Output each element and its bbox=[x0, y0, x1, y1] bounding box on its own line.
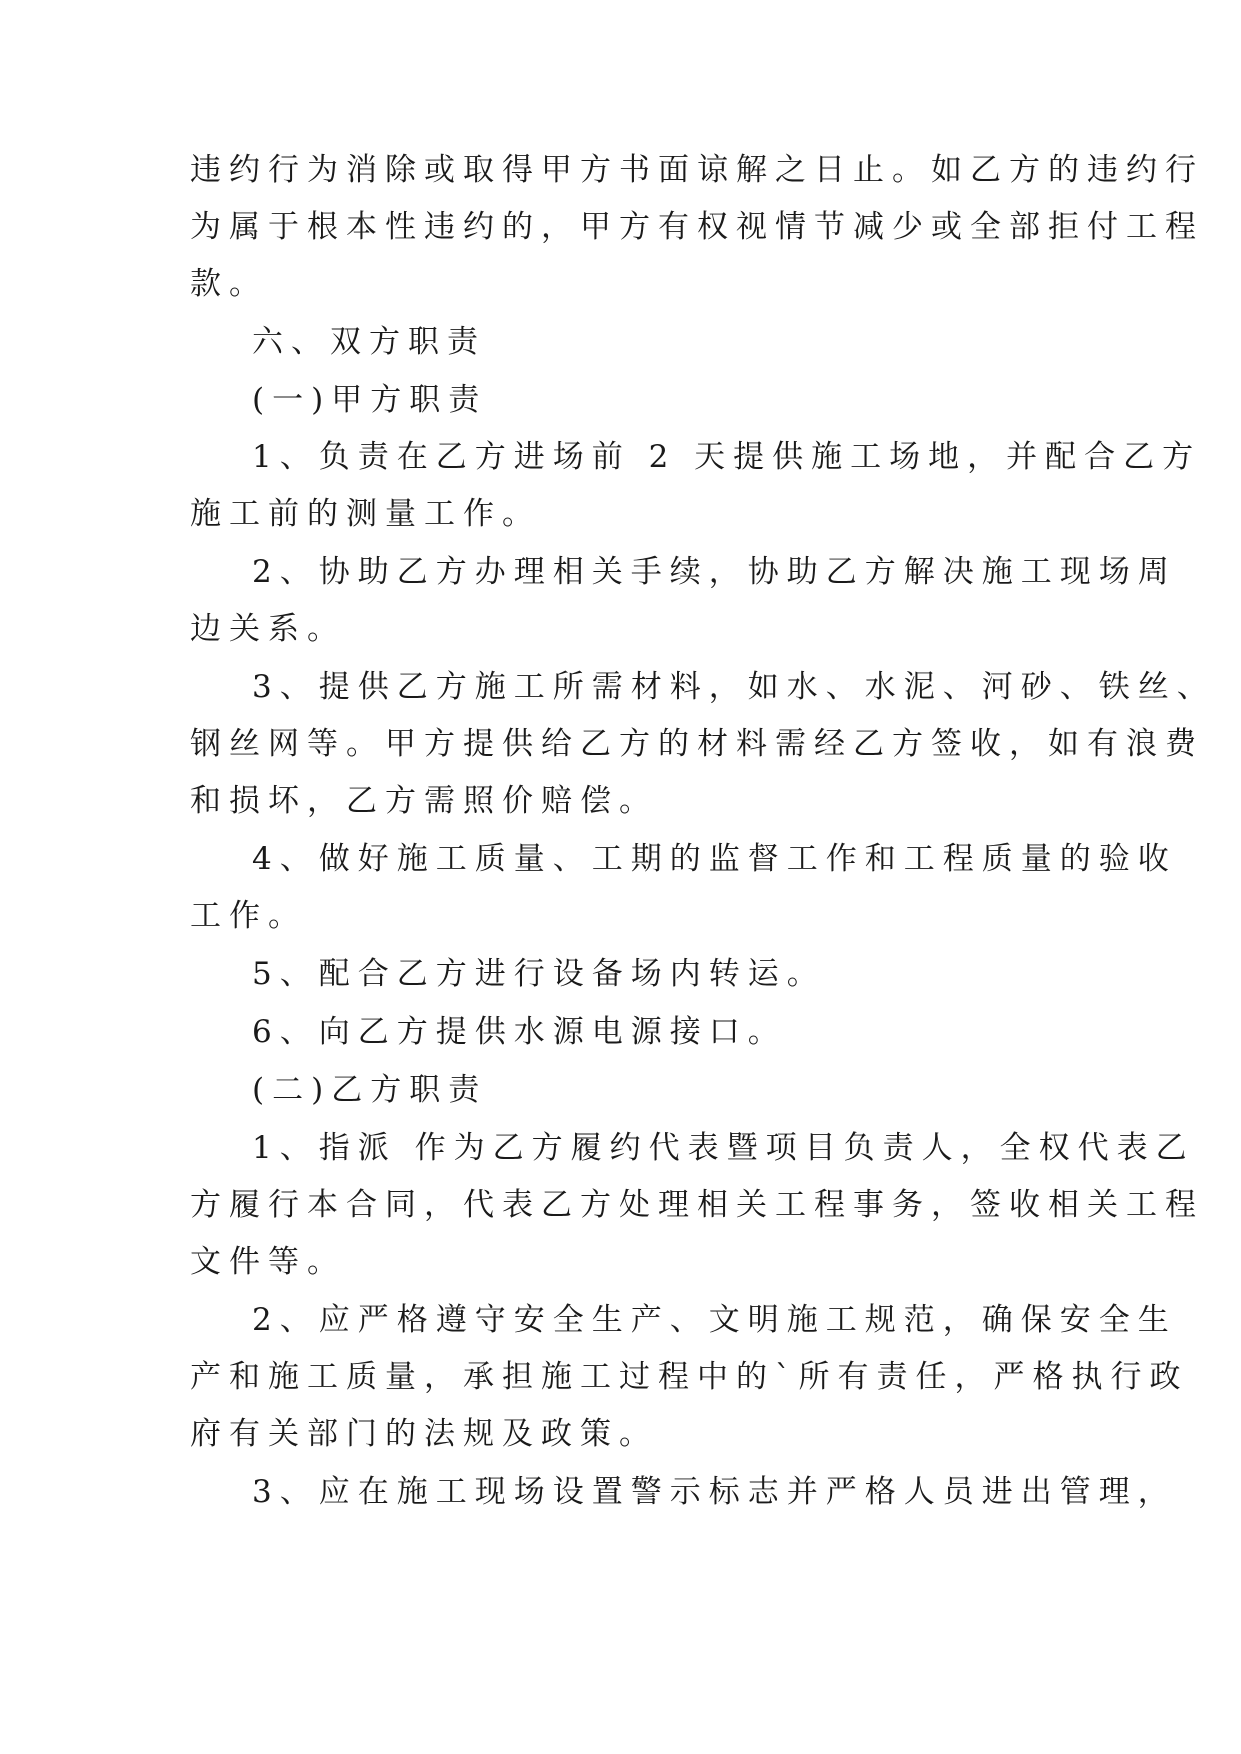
text-line: 施工前的测量工作。 bbox=[190, 496, 541, 532]
text-line: 府有关部门的法规及政策。 bbox=[190, 1416, 658, 1452]
text-line: 4、做好施工质量、工期的监督工作和工程质量的验收 bbox=[252, 841, 1177, 877]
text-line: 和损坏，乙方需照价赔偿。 bbox=[190, 783, 658, 819]
text-line: 工作。 bbox=[190, 898, 307, 934]
subsection-heading: (一)甲方职责 bbox=[252, 382, 488, 418]
text-line: 3、应在施工现场设置警示标志并严格人员进出管理， bbox=[252, 1474, 1177, 1510]
text-line: 1、负责在乙方进场前 2 天提供施工场地，并配合乙方 bbox=[252, 439, 1202, 475]
text-line: 产和施工质量，承担施工过程中的`所有责任，严格执行政 bbox=[190, 1359, 1189, 1395]
text-line: 5、配合乙方进行设备场内转运。 bbox=[252, 956, 826, 992]
text-line: 方履行本合同，代表乙方处理相关工程事务，签收相关工程 bbox=[190, 1187, 1204, 1223]
text-line: 2、协助乙方办理相关手续，协助乙方解决施工现场周 bbox=[252, 554, 1177, 590]
text-line: 违约行为消除或取得甲方书面谅解之日止。如乙方的违约行 bbox=[190, 152, 1204, 188]
text-line: 3、提供乙方施工所需材料，如水、水泥、河砂、铁丝、 bbox=[252, 669, 1216, 705]
text-line: 2、应严格遵守安全生产、文明施工规范，确保安全生 bbox=[252, 1302, 1177, 1338]
text-line: 钢丝网等。甲方提供给乙方的材料需经乙方签收，如有浪费 bbox=[190, 726, 1204, 762]
text-line: 款。 bbox=[190, 266, 268, 302]
text-line: 1、指派 作为乙方履约代表暨项目负责人，全权代表乙 bbox=[252, 1130, 1195, 1166]
subsection-heading: (二)乙方职责 bbox=[252, 1072, 488, 1108]
text-line: 为属于根本性违约的，甲方有权视情节减少或全部拒付工程 bbox=[190, 209, 1204, 245]
text-line: 6、向乙方提供水源电源接口。 bbox=[252, 1014, 787, 1050]
text-line: 文件等。 bbox=[190, 1244, 346, 1280]
section-heading: 六、双方职责 bbox=[252, 324, 486, 360]
text-line: 边关系。 bbox=[190, 611, 346, 647]
